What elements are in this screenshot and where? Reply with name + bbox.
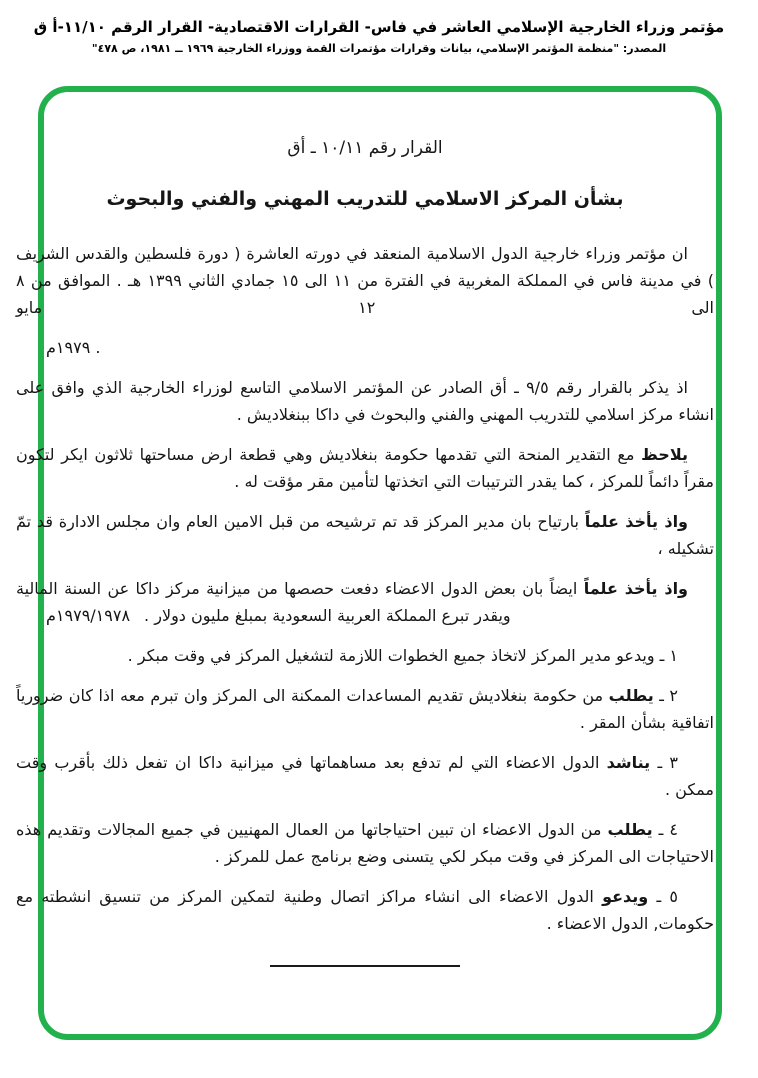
preamble-paragraph-3: يلاحظ مع التقدير المنحة التي تقدمها حكومة بنغلاديش وهي قطعة ارض مساحتها ثلاثون ايكر لتكون مقراً دائماً للمركز ، كما يقدر الترتيبات التي اتخذتها لتأمين مقر مؤقت له . [16,445,714,491]
item-number: ٢ ـ [653,686,679,705]
preamble-paragraph-1: ان مؤتمر وزراء خارجية الدول الاسلامية المنعقد في دورته العاشرة ( دورة فلسطين والقدس الشريف ) في مدينة فاس في المملكة المغربية في الفترة من ١١ الى ١٥ جمادي الثاني ١٣٩٩ هـ . الموافق من ٨ الى ١٢ مايو [16,244,714,317]
preamble-paragraph-5-continuation: ١٩٧٩/١٩٧٨م ويقدر تبرع المملكة العربية السعودية بمبلغ مليون دولار . [16,602,714,629]
preamble-paragraph-5: واذ يأخذ علماً ايضاً بان بعض الدول الاعضاء دفعت حصصها من ميزانية مركز داكا عن السنة المالية [16,579,688,598]
source-reference-line: المصدر: "منظمة المؤتمر الإسلامي، بيانات وقرارات مؤتمرات القمة ووزراء الخارجية ١٩٦٩ ــ ١٩٨١، ص ٤٧٨" [91,42,667,55]
resolution-item-5: ٥ ـ ويدعو الدول الاعضاء الى انشاء مراكز اتصال وطنية لتمكين المركز من تنسيق انشطته مع حكومات, الدول الاعضاء . [16,887,714,933]
resolution-item-1: ١ ـ ويدعو مدير المركز لاتخاذ جميع الخطوات اللازمة لتشغيل المركز في وقت مبكر . [127,646,678,665]
conference-title-line: مؤتمر وزراء الخارجية الإسلامي العاشر في فاس- القرارات الاقتصادية- القرار الرقم ١١/١٠-أ ق [33,18,725,36]
preamble-paragraph-1-year-line: ١٩٧٩م . [46,338,101,357]
preamble-paragraph-2: اذ يذكر بالقرار رقم ٩/٥ ـ أق الصادر عن المؤتمر الاسلامي التاسع لوزراء الخارجية الذي وافق على انشاء مركز اسلامي للتدريب المهني والفني والبحوث في داكا ببنغلاديش . [16,378,714,424]
resolution-item-3: ٣ ـ يناشد الدول الاعضاء التي لم تدفع بعد مساهماتها في ميزانية داكا ان تفعل ذلك بأقرب وقت ممكن . [16,753,714,799]
item-number: ٤ ـ [652,820,679,839]
preamble-paragraph-4: واذ يأخذ علماً بارتياح بان مدير المركز قد تم ترشيحه من قبل الامين العام وان مجلس الادارة قد تمّ تشكيله ، [16,512,714,558]
end-of-text-divider [270,965,460,967]
fiscal-year-value: ١٩٧٩/١٩٧٨م [46,606,131,625]
resolution-number-title: القرار رقم ١٠/١١ ـ أق [287,138,443,158]
item-number: ١ ـ [654,646,678,665]
resolution-subject-heading: بشأن المركز الاسلامي للتدريب المهني والفني والبحوث [106,188,624,210]
item-number: ٥ ـ [648,887,679,906]
citation-header [0,16,758,56]
item-number: ٣ ـ [650,753,679,772]
resolution-item-2: ٢ ـ يطلب من حكومة بنغلاديش تقديم المساعدات الممكنة الى المركز وان تبرم معه اذا كان ضرورياً اتفاقية بشأن المقر . [16,686,714,732]
resolution-item-4: ٤ ـ يطلب من الدول الاعضاء ان تبين احتياجاتها من العمال المهنيين في جميع المجالات وتقديم هذه الاحتياجات الى المركز في وقت مبكر لكي يتسنى وضع برنامج عمل للمركز . [16,820,714,866]
document-body [16,138,714,967]
